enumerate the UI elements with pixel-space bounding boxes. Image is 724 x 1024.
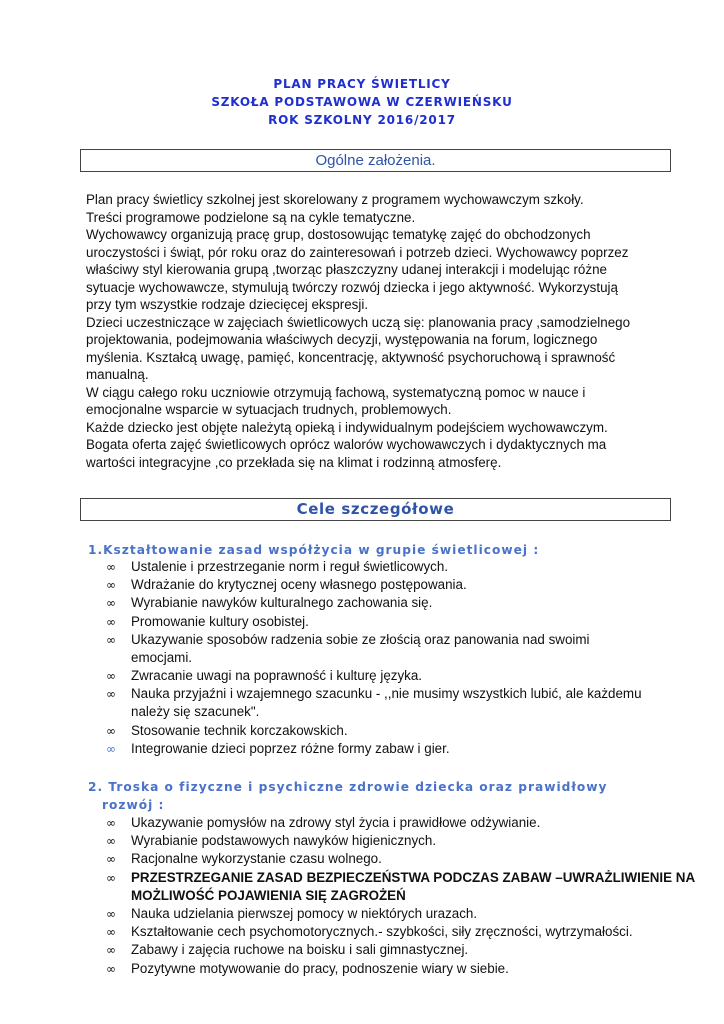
list-item-line: Wyrabianie podstawowych nawyków higienicznych.	[131, 833, 437, 849]
paragraph-line: uroczystości i świąt, pór roku oraz do zainteresowań i potrzeb dzieci. Wychowawcy poprzez	[86, 244, 629, 260]
infinity-bullet-icon: ∞	[106, 632, 116, 647]
infinity-bullet-icon: ∞	[106, 687, 116, 702]
general-paragraph	[86, 191, 646, 471]
paragraph-line: Bogata oferta zajęć świetlicowych oprócz walorów wychowawczych i dydaktycznych ma	[86, 437, 607, 452]
goal2-heading-line1: 2. Troska o fizyczne i psychiczne zdrowie dziecka oraz prawidłowy	[88, 780, 608, 794]
list-item-line: Racjonalne wykorzystanie czasu wolnego.	[131, 851, 382, 867]
infinity-bullet-icon: ∞	[106, 925, 116, 940]
list-item-line: emocjami.	[131, 649, 193, 665]
header-line-1: PLAN PRACY ŚWIETLICY	[273, 77, 451, 91]
list-item-text	[131, 685, 651, 721]
list-item-text	[131, 594, 651, 612]
infinity-bullet-icon: ∞	[106, 578, 116, 593]
list-item-text	[131, 613, 651, 631]
infinity-bullet-icon: ∞	[106, 816, 116, 830]
list-item-text	[131, 722, 651, 740]
infinity-bullet-icon: ∞	[106, 943, 116, 958]
paragraph-line: Plan pracy świetlicy szkolnej jest skorelowany z programem wychowawczym szkoły.	[86, 192, 584, 207]
goal1-heading-text: 1.Kształtowanie zasad współżycia w grupie świetlicowej :	[88, 543, 540, 557]
list-item-text	[131, 667, 651, 685]
list-item-line: Ukazywanie sposobów radzenia sobie ze złością oraz panowania nad swoimi	[131, 631, 590, 647]
list-item-line: Zwracanie uwagi na poprawność i kulturę języka.	[131, 668, 423, 684]
list-item-text	[131, 905, 651, 923]
paragraph-line: projektowania, podejmowania właściwych decyzji, występowania na forum, logicznego	[86, 332, 598, 347]
paragraph-line: właściwy styl kierowania grupą ,tworząc płaszczyzny udanej interakcji i modelując różne	[86, 262, 607, 277]
list-item-line: Wyrabianie nawyków kulturalnego zachowania się.	[131, 595, 433, 611]
paragraph-line: emocjonalne wsparcie w sytuacjach trudnych, problemowych.	[86, 402, 452, 417]
list-item-line: PRZESTRZEGANIE ZASAD BEZPIECZEŃSTWA PODCZAS ZABAW –UWRAŻLIWIENIE NA	[131, 869, 696, 885]
infinity-bullet-icon: ∞	[106, 852, 116, 867]
paragraph-line: myślenia. Kształcą uwagę, pamięć, koncentrację, aktywność psychoruchową i sprawność	[86, 349, 616, 365]
list-item-line: Nauka przyjaźni i wzajemnego szacunku - ,,nie musimy wszystkich lubić, ale każdemu	[131, 686, 642, 702]
list-item-text	[131, 869, 696, 905]
paragraph-line: Wychowawcy organizują pracę grup, dostosowując tematykę zajęć do obchodzonych	[86, 227, 591, 242]
infinity-bullet-icon: ∞	[106, 723, 116, 738]
list-item-text	[131, 631, 651, 667]
list-item-line: Nauka udzielania pierwszej pomocy w niektórych urazach.	[131, 906, 478, 921]
paragraph-line: manualną.	[86, 367, 149, 382]
list-item-line: Integrowanie dzieci poprzez różne formy zabaw i gier.	[131, 741, 450, 756]
header-line-3: ROK SZKOLNY 2016/2017	[268, 113, 456, 127]
list-item-text	[131, 576, 651, 594]
list-item-line: Wdrażanie do krytycznej oceny własnego postępowania.	[131, 577, 467, 593]
list-item-text	[131, 923, 651, 941]
list-item-text	[131, 740, 651, 758]
list-item-line: Promowanie kultury osobistej.	[131, 613, 309, 629]
paragraph-line: przy tym wszystkie rodzaje dziecięcej ekspresji.	[86, 297, 369, 312]
paragraph-line: Treści programowe podzielone są na cykle tematyczne.	[86, 209, 416, 225]
general-section-box	[80, 149, 671, 172]
list-item-text	[131, 814, 651, 832]
paragraph-line: wartości integracyjne ,co przekłada się na klimat i rodzinną atmosferę.	[86, 454, 502, 470]
header-line-2: SZKOŁA PODSTAWOWA W CZERWIEŃSKU	[211, 95, 513, 109]
paragraph-line: sytuacje wychowawcze, stymulują twórczy rozwój dziecka i jego aktywność. Wykorzystują	[86, 279, 618, 295]
goal2-heading-line2: rozwój :	[102, 798, 165, 812]
goal2-heading	[88, 778, 688, 814]
paragraph-line: W ciągu całego roku uczniowie otrzymują fachową, systematyczną pomoc w nauce i	[86, 384, 586, 400]
infinity-bullet-icon: ∞	[106, 834, 116, 849]
infinity-bullet-icon: ∞	[106, 907, 116, 921]
list-item-line: Pozytywne motywowanie do pracy, podnoszenie wiary w siebie.	[131, 960, 509, 976]
infinity-bullet-icon: ∞	[106, 742, 116, 756]
goals-section-box	[80, 498, 671, 521]
list-item-text	[131, 960, 651, 978]
infinity-bullet-icon: ∞	[106, 669, 116, 684]
list-item-text	[131, 850, 651, 868]
infinity-bullet-icon: ∞	[106, 961, 116, 976]
list-item-line: Ustalenie i przestrzeganie norm i reguł świetlicowych.	[131, 559, 449, 574]
list-item-line: Ukazywanie pomysłów na zdrowy styl życia i prawidłowe odżywianie.	[131, 815, 541, 830]
list-item-text	[131, 941, 651, 959]
list-item-line: Stosowanie technik korczakowskich.	[131, 722, 348, 738]
list-item-line: MOŻLIWOŚĆ POJAWIENIA SIĘ ZAGROŻEŃ	[131, 887, 406, 903]
infinity-bullet-icon: ∞	[106, 596, 116, 611]
paragraph-line: Dzieci uczestniczące w zajęciach świetlicowych uczą się: planowania pracy ,samodzielnego	[86, 314, 631, 330]
list-item-line: Zabawy i zajęcia ruchowe na boisku i sali gimnastycznej.	[131, 942, 469, 958]
infinity-bullet-icon: ∞	[106, 870, 116, 885]
list-item-line: Kształtowanie cech psychomotorycznych.- szybkości, siły zręczności, wytrzymałości.	[131, 924, 633, 940]
general-section-title: Ogólne założenia.	[315, 152, 436, 169]
infinity-bullet-icon: ∞	[106, 560, 116, 574]
goals-section-title: Cele szczegółowe	[296, 500, 455, 518]
list-item-line: należy się szacunek".	[131, 704, 260, 720]
paragraph-line: Każde dziecko jest objęte należytą opieką i indywidualnym podejściem wychowawczym.	[86, 419, 608, 435]
list-item-text	[131, 832, 651, 850]
infinity-bullet-icon: ∞	[106, 614, 116, 629]
list-item-text	[131, 558, 651, 576]
goal1-heading	[88, 541, 688, 559]
